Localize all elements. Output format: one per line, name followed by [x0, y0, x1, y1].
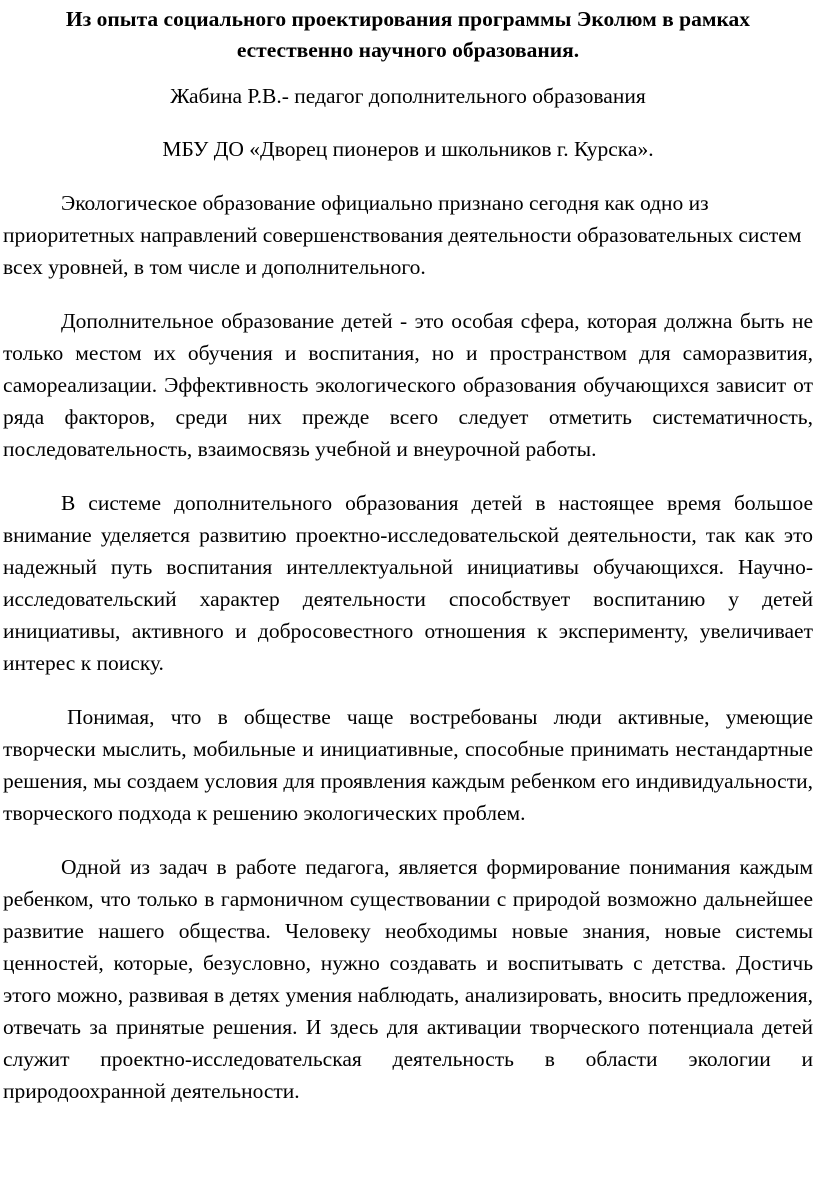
paragraph-5: Одной из задач в работе педагога, является формирование понимания каждым ребенком, что только в гармоничном существовании с природой возможно дальнейшее развитие нашего общества. Человеку необходимы новые знания, новые системы ценностей, которые, безусловно, нужно создавать и воспитывать с детства. Достичь этого можно, развивая в детях умения наблюдать, анализировать, вносить предложения, отвечать за принятые решения. И здесь для активации творческого потенциала детей служит проектно-исследовательская деятельность в области экологии и природоохранной деятельности. — [3, 855, 813, 1103]
document-title: Из опыта социального проектирования программы Эколюм в рамках естественно научного образования. — [65, 7, 751, 62]
organization-line: МБУ ДО «Дворец пионеров и школьников г. Курска». — [162, 137, 654, 161]
paragraph-3: В системе дополнительного образования детей в настоящее время большое внимание уделяется развитию проектно-исследовательской деятельности, так как это надежный путь воспитания интеллектуальной инициативы обучающихся. Научно-исследовательский характер деятельности способствует воспитанию у детей инициативы, активного и добросовестного отношения к эксперименту, увеличивает интерес к поиску. — [3, 491, 813, 675]
paragraph-4: Понимая, что в обществе чаще востребованы люди активные, умеющие творчески мыслить, мобильные и инициативные, способные принимать нестандартные решения, мы создаем условия для проявления каждым ребенком его индивидуальности, творческого подхода к решению экологических проблем. — [3, 705, 813, 825]
paragraph-2: Дополнительное образование детей - это особая сфера, которая должна быть не только местом их обучения и воспитания, но и пространством для саморазвития, самореализации. Эффективность экологического образования обучающихся зависит от ряда факторов, среди них прежде всего следует отметить систематичность, последовательность, взаимосвязь учебной и внеурочной работы. — [3, 309, 813, 461]
author-line: Жабина Р.В.- педагог дополнительного образования — [170, 84, 646, 108]
paragraph-1: Экологическое образование официально признано сегодня как одно из приоритетных направлений совершенствования деятельности образовательных систем всех уровней, в том числе и дополнительного. — [3, 191, 802, 279]
